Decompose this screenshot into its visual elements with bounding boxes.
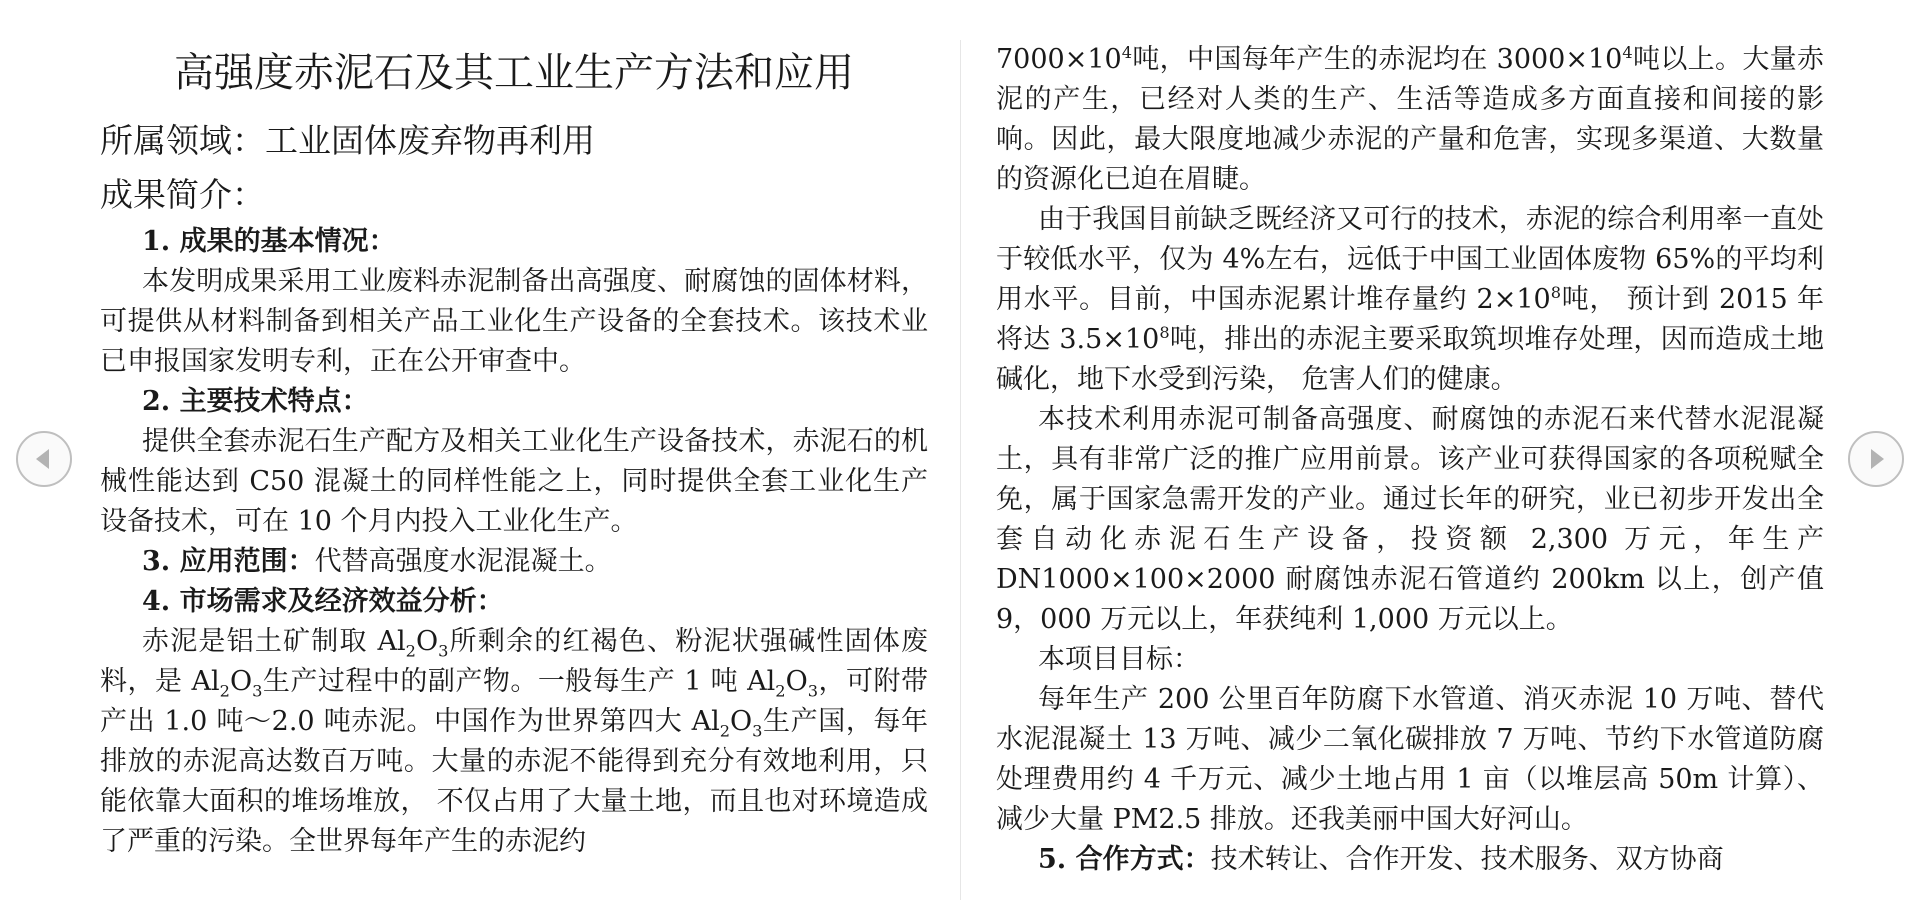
chevron-left-icon — [18, 433, 70, 485]
section-5-heading: 5. 合作方式： — [1038, 844, 1211, 875]
subscript: 3 — [252, 681, 263, 701]
superscript: 8 — [1159, 323, 1170, 342]
text-run: 吨以上。大量赤泥的产生，已经对人类的生产、生活等造成多方面直接和间接的影响。因此，最大限度地减少赤泥的产量和危害，实现多渠道、大数量的资源化已迫在眉睫。 — [996, 44, 1825, 195]
chevron-right-icon — [1850, 433, 1902, 485]
subscript: 3 — [438, 641, 449, 661]
section-5-paragraph — [996, 840, 1824, 880]
paragraph-technology-prospects: 本技术利用赤泥可制备高强度、耐腐蚀的赤泥石来代替水泥混凝土，具有非常广泛的推广应用前景。该产业可获得国家的各项税赋全免，属于国家急需开发的产业。通过长年的研究，业已初步开发出全套自动化赤泥石生产设备，投资额 2,300 万元，年生产 DN1000×100×2000 耐腐蚀赤泥石管道约 200km 以上，创产值 9，000 万元以上，年获纯利 1,000 万元以上。 — [996, 404, 1824, 635]
left-page — [100, 40, 928, 862]
next-page-button[interactable] — [1848, 431, 1904, 487]
text-run: 所剩余的红褐色、粉泥状强碱性固体废料，是 Al — [100, 626, 929, 697]
right-page — [996, 40, 1824, 880]
subscript: 3 — [807, 681, 819, 701]
section-2-heading: 2. 主要技术特点： — [142, 386, 369, 417]
text-run: ，可附带产出 1.0 吨～2.0 吨赤泥。中国作为世界第四大 Al — [100, 666, 929, 737]
section-3-paragraph — [100, 542, 928, 582]
summary-heading: 成果简介： — [100, 175, 265, 214]
section-5-text: 技术转让、合作开发、技术服务、双方协商 — [1210, 844, 1724, 875]
document-title: 高强度赤泥石及其工业生产方法和应用 — [174, 50, 854, 96]
previous-page-button[interactable] — [16, 431, 72, 487]
text-run: 由于我国目前缺乏既经济又可行的技术，赤泥的综合利用率一直处于较低水平，仅为 4%左右，远低于中国工业固体废物 65%的平均利用水平。目前，中国赤泥累计堆存量约 2×10 — [996, 204, 1824, 315]
subscript: 2 — [775, 681, 786, 701]
paragraph-red-mud-output — [996, 40, 1824, 200]
section-2-text: 提供全套赤泥石生产配方及相关工业化生产设备技术，赤泥石的机械性能达到 C50 混凝土的同样性能之上，同时提供全套工业化生产设备技术，可在 10 个月内投入工业化生产。 — [100, 426, 928, 537]
superscript: 4 — [1622, 43, 1633, 62]
subscript: 3 — [752, 721, 763, 741]
project-goal-heading: 本项目目标： — [1038, 644, 1200, 675]
superscript: 8 — [1550, 283, 1562, 302]
text-run: 吨， 预计到 2015 年将达 3.5×10 — [996, 284, 1824, 355]
section-4-text — [100, 622, 928, 862]
text-run: 7000×10 — [996, 44, 1122, 75]
section-4-heading: 4. 市场需求及经济效益分析： — [142, 586, 504, 617]
text-run: O — [730, 706, 753, 737]
superscript: 4 — [1121, 43, 1133, 62]
text-run: 生产过程中的副产物。一般每生产 1 吨 Al — [262, 666, 776, 697]
text-run: 生产国，每年排放的赤泥高达数百万吨。大量的赤泥不能得到充分有效地利用，只能依靠大面积的堆场堆放， 不仅占用了大量土地，而且也对环境造成了严重的污染。全世界每年产生的赤泥约 — [100, 706, 928, 857]
paragraph-project-goals: 每年生产 200 公里百年防腐下水管道、消灭赤泥 10 万吨、替代水泥混凝土 13 万吨、减少二氧化碳排放 7 万吨、节约下水管道防腐处理费用约 4 千万元、减少土地占用 1 亩（以堆层高 50m 计算）、减少大量 PM2.5 排放。还我美丽中国大好河山。 — [996, 684, 1824, 835]
section-3-text: 代替高强度水泥混凝土。 — [314, 546, 612, 577]
field-heading: 所属领域：工业固体废弃物再利用 — [100, 121, 595, 160]
section-1-heading: 1. 成果的基本情况： — [142, 226, 396, 257]
paragraph-utilization-rate — [996, 200, 1824, 400]
text-run: 吨，中国每年产生的赤泥均在 3000×10 — [1132, 44, 1623, 75]
text-run: O — [229, 666, 253, 697]
text-run: 赤泥是铝土矿制取 Al — [142, 626, 406, 657]
text-run: 吨，排出的赤泥主要采取筑坝堆存处理，因而造成土地碱化，地下水受到污染， 危害人们的健康。 — [996, 324, 1824, 395]
section-3-heading: 3. 应用范围： — [142, 546, 315, 577]
subscript: 2 — [219, 681, 230, 701]
subscript: 2 — [405, 641, 416, 661]
text-run: O — [415, 626, 439, 657]
text-run: O — [785, 666, 808, 697]
subscript: 2 — [719, 721, 731, 741]
page-divider — [960, 40, 961, 900]
section-1-text: 本发明成果采用工业废料赤泥制备出高强度、耐腐蚀的固体材料，可提供从材料制备到相关产品工业化生产设备的全套技术。该技术业已申报国家发明专利，正在公开审查中。 — [100, 266, 928, 377]
